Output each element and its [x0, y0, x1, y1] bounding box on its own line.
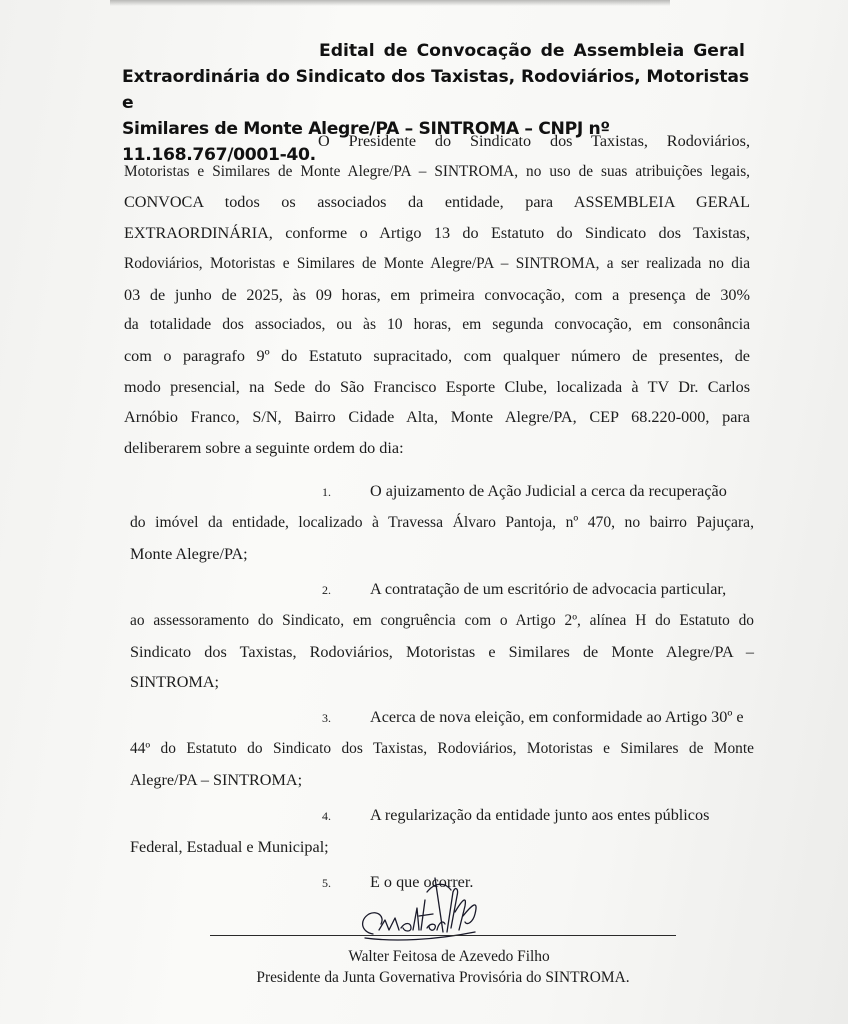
agenda-text: SINTROMA; — [130, 673, 220, 692]
signature-line — [210, 935, 676, 936]
agenda-text: E o que ocorrer. — [370, 872, 474, 891]
title-line: Similares de Monte Alegre/PA – SINTROMA – CNPJ nº 11.168.767/0001-40. — [122, 119, 610, 165]
agenda-text: Monte Alegre/PA; — [130, 544, 248, 563]
agenda-text: ao assessoramento do Sindicato, em congruência com o Artigo 2º, alínea H do Estatuto do — [130, 611, 754, 629]
agenda-text: 44º do Estatuto do Sindicato dos Taxistas, Rodoviários, Motoristas e Similares de Monte — [130, 740, 754, 758]
agenda-text: Alegre/PA – SINTROMA; — [130, 771, 303, 790]
paragraph-line: Arnóbio Franco, S/N, Bairro Cidade Alta, Monte Alegre/PA, CEP 68.220-000, para — [124, 408, 750, 427]
paragraph-line: EXTRAORDINÁRIA, conforme o Artigo 13 do Estatuto do Sindicato dos Taxistas, — [124, 224, 750, 243]
agenda-item — [130, 800, 754, 863]
agenda-item — [130, 702, 754, 796]
agenda-text: do imóvel da entidade, localizado à Travessa Álvaro Pantoja, nº 470, no bairro Pajuçara, — [130, 513, 754, 531]
agenda-number: 1. — [322, 485, 331, 499]
agenda-item — [130, 574, 754, 699]
agenda-text: Acerca de nova eleição, em conformidade ao Artigo 30º e — [370, 708, 744, 727]
handwritten-signature — [355, 872, 495, 952]
title-line: Extraordinária do Sindicato dos Taxistas, Rodoviários, Motoristas e — [122, 67, 750, 113]
paragraph-line: CONVOCA todos os associados da entidade, para ASSEMBLEIA GERAL — [124, 193, 750, 212]
scan-shadow — [110, 0, 670, 6]
agenda-text: A regularização da entidade junto aos entes públicos — [370, 806, 710, 825]
paragraph-line: com o paragrafo 9º do Estatuto supracitado, com qualquer número de presentes, de — [124, 346, 750, 365]
paragraph-line: Rodoviários, Motoristas e Similares de Monte Alegre/PA – SINTROMA, a ser realizada no dia — [124, 254, 750, 272]
signer-name: Walter Feitosa de Azevedo Filho — [348, 948, 550, 965]
agenda-number: 4. — [322, 809, 331, 824]
agenda-number: 5. — [322, 875, 331, 890]
paragraph-line: da totalidade dos associados, ou às 10 horas, em segunda convocação, em consonância — [124, 316, 750, 334]
agenda-text: Federal, Estadual e Municipal; — [130, 837, 329, 856]
paragraph-line: O Presidente do Sindicato dos Taxistas, Rodoviários, — [318, 132, 750, 150]
agenda-item — [130, 476, 754, 570]
agenda-number: 3. — [322, 711, 331, 726]
agenda-text: A contratação de um escritório de advocacia particular, — [370, 579, 727, 598]
agenda-list — [130, 476, 754, 899]
paragraph-line: modo presencial, na Sede do São Francisco Esporte Clube, localizada à TV Dr. Carlos — [124, 377, 750, 396]
signer-block — [200, 946, 686, 988]
convocation-paragraph — [124, 126, 750, 464]
paragraph-line: Motoristas e Similares de Monte Alegre/PA – SINTROMA, no uso de suas atribuições legais, — [124, 162, 750, 180]
paragraph-line: deliberarem sobre a seguinte ordem do dia: — [124, 439, 404, 458]
signer-role: Presidente da Junta Governativa Provisória do SINTROMA. — [256, 969, 630, 986]
agenda-text: O ajuizamento de Ação Judicial a cerca da recuperação — [370, 482, 727, 500]
title-line: Edital de Convocação de Assembleia Geral — [319, 41, 745, 61]
agenda-number: 2. — [322, 582, 331, 597]
paragraph-line: 03 de junho de 2025, às 09 horas, em primeira convocação, com a presença de 30% — [124, 285, 750, 304]
agenda-text: Sindicato dos Taxistas, Rodoviários, Motoristas e Similares de Monte Alegre/PA – — [130, 642, 754, 661]
